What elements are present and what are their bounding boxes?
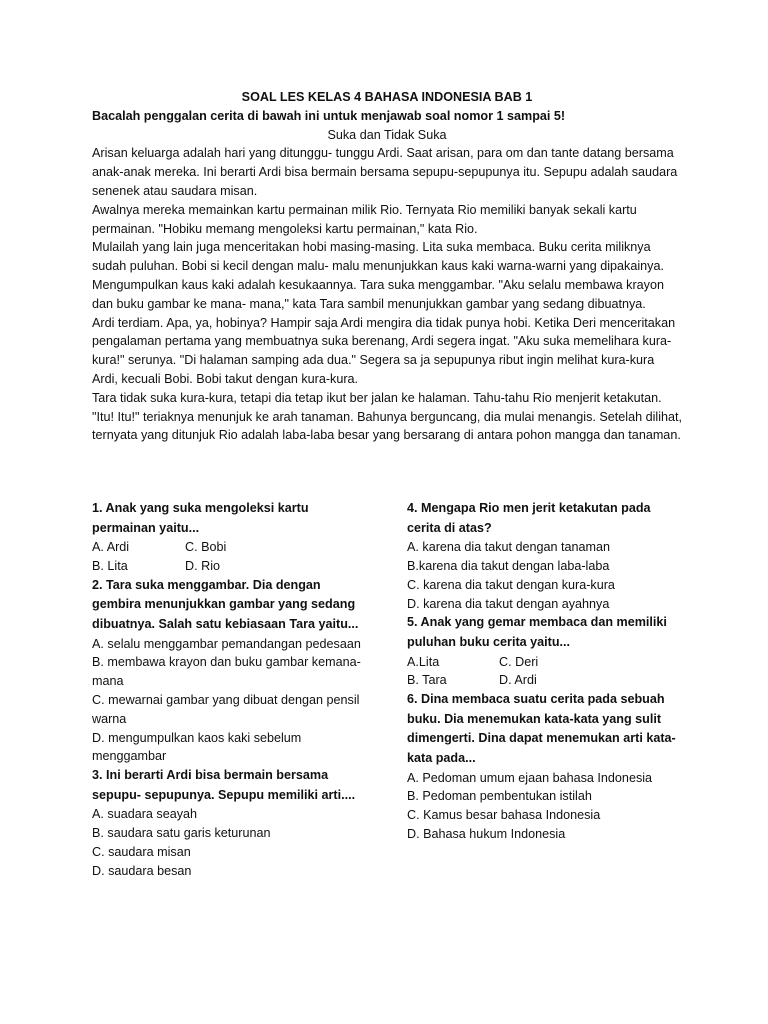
story-paragraph: Awalnya mereka memainkan kartu permainan milik Rio. Ternyata Rio memiliki banyak sekali kartu permainan. "Hobiku memang mengoleksi kartu permainan," kata Rio. [92,202,637,236]
question-4 [407,499,687,613]
option-a: A.Lita [407,654,440,669]
question-text: 1. Anak yang suka mengoleksi kartu permainan yaitu... [92,501,309,535]
option-c: C. Bobi [185,540,227,555]
option-d: D. mengumpulkan kaos kaki sebelum menggambar [92,730,302,764]
question-text: 2. Tara suka menggambar. Dia dengan gembira menunjukkan gambar yang sedang dibuatnya. Salah satu kebiasaan Tara yaitu... [92,577,359,631]
option-c: C. mewarnai gambar yang dibuat dengan pensil warna [92,692,360,726]
question-text: 5. Anak yang gemar membaca dan memiliki puluhan buku cerita yaitu... [407,615,667,649]
option-row [92,538,372,557]
page-title: SOAL LES KELAS 4 BAHASA INDONESIA BAB 1 [241,90,533,104]
question-3 [92,766,372,880]
option-d: D. karena dia takut dengan ayahnya [407,596,610,611]
questions-right-column [407,499,687,844]
story-section [92,88,682,445]
option-a: A. suadara seayah [92,807,198,822]
questions-left-column [92,499,372,881]
story-paragraph: Tara tidak suka kura-kura, tetapi dia tetap ikut ber jalan ke halaman. Tahu-tahu Rio menjerit ketakutan. "Itu! Itu!" teriaknya menunjuk ke arah tanaman. Bahunya berguncang, dia mulai menangis. Setelah dilihat, ternyata yang ditunjuk Rio adalah laba-laba besar yang bersarang di antara pohon mangga dan tanaman. [92,390,683,443]
option-d: D. Bahasa hukum Indonesia [407,826,566,841]
option-row [407,653,687,672]
option-c: C. karena dia takut dengan kura-kura [407,577,615,592]
question-1 [92,499,372,576]
option-d: D. Rio [185,558,220,573]
question-5 [407,613,687,690]
option-d: D. Ardi [499,673,537,688]
option-b: B. saudara satu garis keturunan [92,826,271,841]
option-b: B.karena dia takut dengan laba-laba [407,558,610,573]
option-c: C. Deri [499,654,539,669]
story-paragraph: Mulailah yang lain juga menceritakan hobi masing-masing. Lita suka membaca. Buku cerita miliknya sudah puluhan. Bobi si kecil dengan malu- malu menunjukkan kaus kaki warna-warni yang dipakainya. Mengumpulkan kaus kaki adalah kesukaannya. Tara suka menggambar. "Aku selalu membawa krayon dan buku gambar ke mana- mana," kata Tara sambil menunjukkan gambar yang sedang dibuatnya. [92,240,664,311]
question-text: 6. Dina membaca suatu cerita pada sebuah buku. Dia menemukan kata-kata yang sulit dimengerti. Dina dapat menemukan arti kata- kata pada... [407,692,676,765]
instruction: Bacalah penggalan cerita di bawah ini untuk menjawab soal nomor 1 sampai 5! [92,108,566,123]
option-b: B. Lita [92,558,128,573]
question-text: 3. Ini berarti Ardi bisa bermain bersama sepupu- sepupunya. Sepupu memiliki arti.... [92,768,356,802]
option-d: D. saudara besan [92,863,192,878]
option-b: B. Tara [407,673,447,688]
option-a: A. Ardi [92,540,130,555]
option-c: C. Kamus besar bahasa Indonesia [407,808,601,823]
story-paragraph: Ardi terdiam. Apa, ya, hobinya? Hampir saja Ardi mengira dia tidak punya hobi. Ketika Deri menceritakan pengalaman pertama yang membuatnya suka berenang, Ardi segera ingat. "Aku suka memelihara kura-kura!" serunya. "Di halaman samping ada dua." Segera sa ja sepupunya ribut ingin melihat kura-kura Ardi, kecuali Bobi. Bobi takut dengan kura-kura. [92,315,676,386]
story-title: Suka dan Tidak Suka [327,127,447,142]
option-b: B. Pedoman pembentukan istilah [407,789,592,804]
question-2 [92,576,372,766]
question-text: 4. Mengapa Rio men jerit ketakutan pada cerita di atas? [407,501,651,535]
question-6 [407,690,687,844]
option-a: A. Pedoman umum ejaan bahasa Indonesia [407,770,653,785]
option-a: A. karena dia takut dengan tanaman [407,540,611,555]
story-paragraph: Arisan keluarga adalah hari yang ditunggu- tunggu Ardi. Saat arisan, para om dan tante datang bersama anak-anak mereka. Ini berarti Ardi bisa bermain bersama sepupu-sepupunya itu. Sepupu adalah saudara senenek atau saudara misan. [92,146,678,198]
option-b: B. membawa krayon dan buku gambar kemana-mana [92,655,361,689]
option-c: C. saudara misan [92,844,191,859]
option-row [92,557,372,576]
option-a: A. selalu menggambar pemandangan pedesaan [92,636,361,651]
option-row [407,671,687,690]
